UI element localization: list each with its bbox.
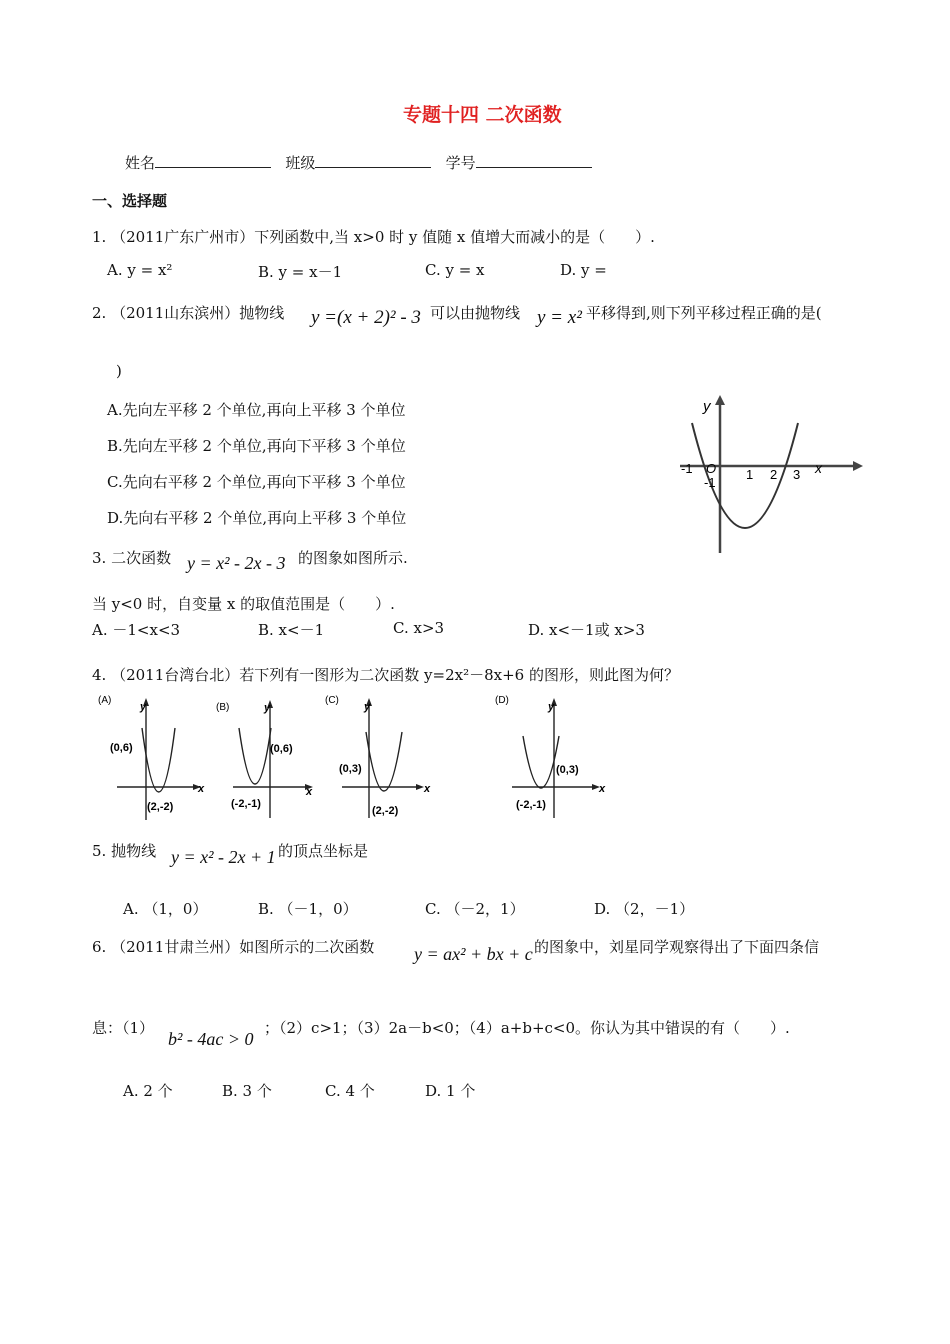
q4-text: 4. （2011台湾台北）若下列有一图形为二次函数 y=2x²－8x+6 的图形，则此图为何？ [92, 666, 679, 684]
q6-line2-end: ；（2）c>1；（3）2a－b<0；（4）a+b+c<0。你认为其中错误的有（ ）. [264, 1019, 790, 1037]
q1-text: 1. （2011广东广州市）下列函数中,当 x>0 时 y 值随 x 值增大而减小的是（ ）. [92, 228, 655, 246]
q3-x-arrow [853, 461, 863, 471]
q2-option-c: C.先向右平移 2 个单位,再向下平移 3 个单位 [107, 473, 406, 491]
q2-option-b: B.先向左平移 2 个单位,再向下平移 3 个单位 [107, 437, 406, 455]
class-blank[interactable] [315, 153, 431, 168]
q3-option-c: C. x>3 [393, 619, 445, 637]
q4-c-x: x [424, 783, 431, 795]
q4-a-y: y [140, 701, 147, 713]
name-blank[interactable] [155, 153, 271, 168]
q3-prefix: 3. 二次函数 [92, 549, 172, 567]
q5-option-a: A. （1，0） [123, 900, 208, 918]
q6-option-d: D. 1 个 [425, 1082, 476, 1100]
q4-b-x: x [306, 786, 313, 798]
q2-close-paren: ) [116, 362, 122, 380]
q4-graph-d [492, 690, 612, 825]
q4-b-p1: (0,6) [270, 743, 293, 755]
q5-option-b: B. （－1，0） [258, 900, 358, 918]
q3-tick-2: 2 [770, 467, 778, 482]
q3-parabola-graph [675, 393, 865, 556]
q3-line2: 当 y<0 时，自变量 x 的取值范围是（ ）. [92, 595, 395, 613]
name-field-row [125, 152, 592, 173]
q2-prefix: 2. （2011山东滨州）抛物线 [92, 304, 285, 322]
q4-a-p2: (2,-2) [147, 801, 174, 813]
q4-graph-a [95, 690, 215, 825]
q4-d-y: y [548, 701, 555, 713]
q3-option-d: D. x<－1或 x>3 [528, 621, 645, 639]
q3-option-b: B. x<－1 [258, 621, 325, 639]
q2-option-d: D.先向右平移 2 个单位,再向上平移 3 个单位 [107, 509, 407, 527]
q4-graph-c [322, 690, 437, 825]
name-label: 姓名 [125, 154, 156, 172]
q3-origin-label: O [706, 461, 717, 476]
q4-c-label: (C) [325, 695, 339, 706]
q2-suffix: 平移得到,则下列平移过程正确的是( [586, 304, 822, 322]
q1-option-b: B. y = x－1 [258, 263, 343, 281]
q5-suffix: 的顶点坐标是 [278, 842, 369, 860]
q5-option-d: D. （2，－1） [594, 900, 695, 918]
page-title: 专题十四 二次函数 [403, 104, 562, 126]
q3-x-label: x [815, 460, 822, 476]
q4-d-x: x [599, 783, 606, 795]
q3-tick-1: 1 [746, 467, 754, 482]
q3-tick-3: 3 [793, 467, 801, 482]
q4-b-p2: (-2,-1) [231, 798, 261, 810]
q4-a-p1: (0,6) [110, 742, 133, 754]
q4-d-label: (D) [495, 695, 509, 706]
q3-option-a: A. －1<x<3 [92, 621, 181, 639]
q4-a-x: x [198, 783, 205, 795]
q6-option-c: C. 4 个 [325, 1082, 375, 1100]
q3-tick-y-minus1: -1 [704, 475, 716, 490]
q4-d-p2: (-2,-1) [516, 799, 546, 811]
q1-option-d: D. y = [560, 261, 607, 279]
q2-mid: 可以由抛物线 [430, 304, 521, 322]
q6-formula: y = ax² + bx + c [414, 944, 533, 964]
q4-c-y: y [364, 701, 371, 713]
class-label: 班级 [285, 154, 316, 172]
q4-b-y: y [264, 702, 271, 714]
q2-formula-1: y =(x + 2)² - 3 [311, 307, 421, 328]
q6-formula-2: b² - 4ac > 0 [168, 1029, 254, 1049]
q4-graph-b [213, 690, 323, 825]
q2-option-a: A.先向左平移 2 个单位,再向上平移 3 个单位 [107, 401, 406, 419]
q6-line2-start: 息：（1） [92, 1019, 155, 1037]
q6-suffix: 的图象中，刘星同学观察得出了下面四条信 [534, 938, 820, 956]
q4-b-label: (B) [216, 702, 230, 713]
q2-formula-2: y = x² [537, 307, 582, 328]
q4-c-p2: (2,-2) [372, 805, 399, 817]
q4-d-p1: (0,3) [556, 764, 579, 776]
q5-option-c: C. （－2，1） [425, 900, 525, 918]
q3-y-arrow [715, 395, 725, 405]
q6-prefix: 6. （2011甘肃兰州）如图所示的二次函数 [92, 938, 375, 956]
q3-formula: y = x² - 2x - 3 [187, 553, 286, 573]
q4-a-label: (A) [98, 695, 112, 706]
section-heading: 一、选择题 [92, 192, 168, 210]
q1-option-a: A. y = x² [107, 261, 173, 279]
q4-c-p1: (0,3) [339, 763, 362, 775]
q1-option-c: C. y = x [425, 261, 485, 279]
q3-suffix: 的图象如图所示. [298, 549, 408, 567]
id-blank[interactable] [476, 153, 592, 168]
q6-option-b: B. 3 个 [222, 1082, 272, 1100]
q3-tick-minus1: -1 [681, 461, 693, 476]
q3-y-label: y [703, 398, 711, 415]
q6-option-a: A. 2 个 [123, 1082, 173, 1100]
q5-formula: y = x² - 2x + 1 [171, 847, 276, 867]
q5-prefix: 5. 抛物线 [92, 842, 157, 860]
id-label: 学号 [445, 154, 476, 172]
